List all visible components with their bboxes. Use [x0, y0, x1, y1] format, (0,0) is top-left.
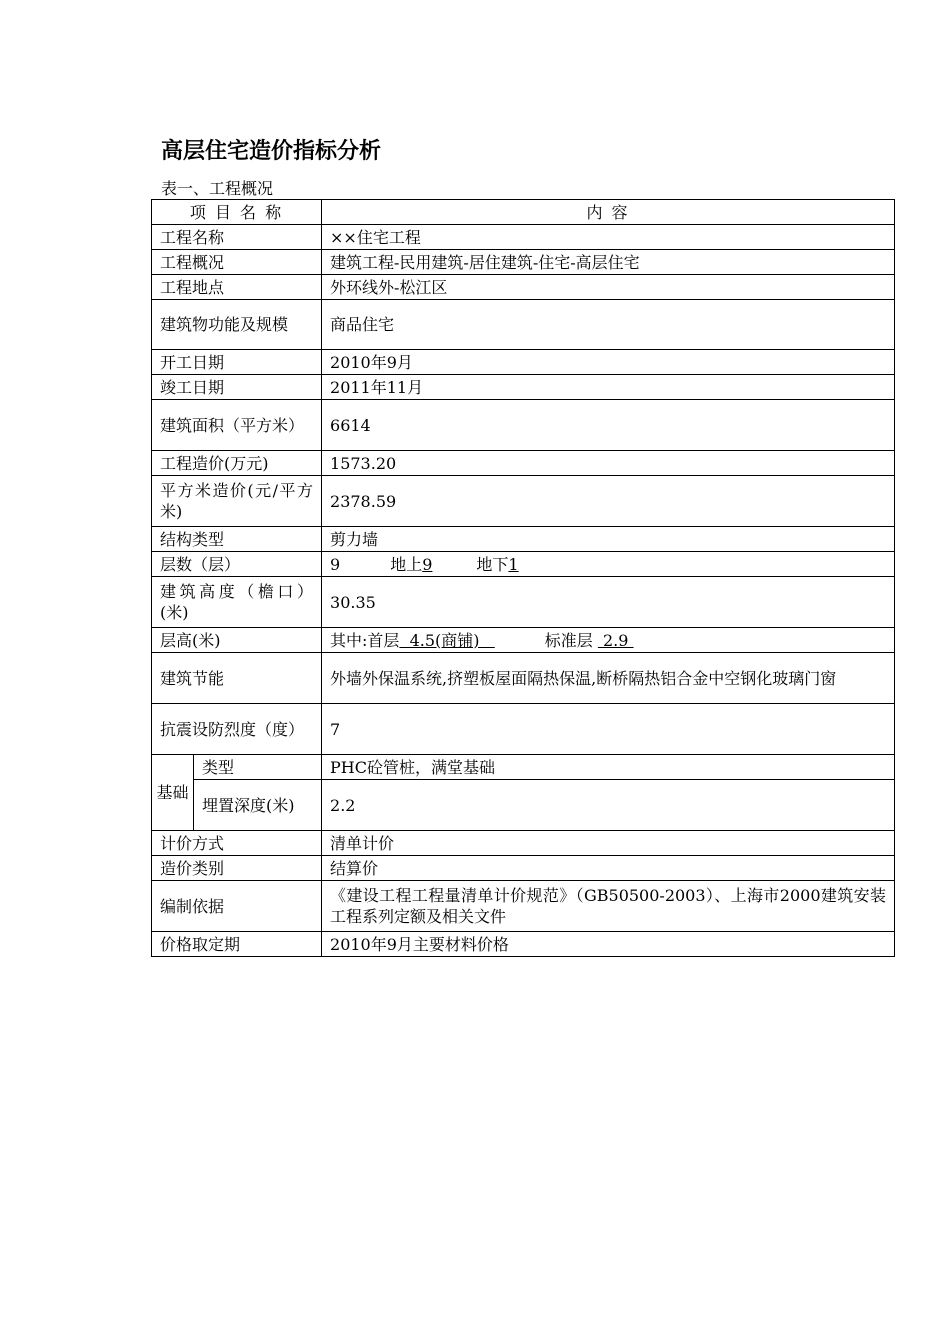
row-value: 2378.59	[322, 476, 895, 527]
row-label: 工程概况	[152, 250, 322, 275]
page-title: 高层住宅造价指标分析	[161, 139, 382, 164]
foundation-type-label: 类型	[194, 755, 322, 780]
table-row	[152, 451, 895, 476]
foundation-label: 基础	[152, 755, 194, 831]
row-value: 2010年9月	[322, 350, 895, 375]
table-row	[152, 250, 895, 275]
row-value: 外墙外保温系统,挤塑板屋面隔热保温,断桥隔热铝合金中空钢化玻璃门窗	[322, 653, 895, 704]
table-row	[152, 932, 895, 957]
story-height-row	[152, 628, 895, 653]
floors-row	[152, 552, 895, 577]
floors-below-label: 地下	[476, 554, 509, 574]
foundation-type-value: PHC砼管桩，满堂基础	[322, 755, 895, 780]
foundation-type-row	[152, 755, 895, 780]
table-row	[152, 350, 895, 375]
row-value: 清单计价	[322, 831, 895, 856]
row-label: 建筑面积（平方米）	[152, 400, 322, 451]
table-row	[152, 300, 895, 350]
table-header-row	[152, 200, 895, 225]
row-label: 建筑高度（檐口）(米)	[152, 577, 322, 628]
table-row	[152, 275, 895, 300]
table-row	[152, 400, 895, 451]
row-label: 开工日期	[152, 350, 322, 375]
row-label: 竣工日期	[152, 375, 322, 400]
row-value: 《建设工程工程量清单计价规范》（GB50500-2003）、上海市2000建筑安装工程系列定额及相关文件	[322, 881, 895, 932]
table-row	[152, 375, 895, 400]
row-value: 建筑工程-民用建筑-居住建筑-住宅-高层住宅	[322, 250, 895, 275]
table-row	[152, 856, 895, 881]
row-label: 建筑节能	[152, 653, 322, 704]
row-value: 2011年11月	[322, 375, 895, 400]
floors-total: 9	[330, 554, 341, 574]
row-value: 7	[322, 704, 895, 755]
table-row	[152, 653, 895, 704]
story-height-first: 4.5(商铺)	[399, 630, 495, 650]
header-content: 内 容	[322, 200, 895, 225]
row-label: 层数（层）	[152, 552, 322, 577]
row-label: 层高(米)	[152, 628, 322, 653]
story-height-std-label: 标准层	[544, 630, 593, 650]
row-label: 抗震设防烈度（度）	[152, 704, 322, 755]
table-caption: 表一、工程概况	[161, 179, 274, 198]
table-row	[152, 527, 895, 552]
table-row	[152, 881, 895, 932]
floors-below: 1	[508, 554, 519, 574]
foundation-depth-value: 2.2	[322, 780, 895, 831]
table-row	[152, 831, 895, 856]
table-row	[152, 577, 895, 628]
foundation-depth-row	[152, 780, 895, 831]
story-height-value	[322, 628, 895, 653]
row-value: 外环线外-松江区	[322, 275, 895, 300]
row-value: 6614	[322, 400, 895, 451]
row-label: 结构类型	[152, 527, 322, 552]
row-label: 编制依据	[152, 881, 322, 932]
floors-above: 9	[422, 554, 433, 574]
table-row	[152, 704, 895, 755]
floors-above-label: 地上	[390, 554, 423, 574]
row-label: 工程造价(万元)	[152, 451, 322, 476]
row-label: 工程名称	[152, 225, 322, 250]
row-value: 结算价	[322, 856, 895, 881]
row-value: ××住宅工程	[322, 225, 895, 250]
row-label: 价格取定期	[152, 932, 322, 957]
row-value: 2010年9月主要材料价格	[322, 932, 895, 957]
table-row	[152, 476, 895, 527]
row-value: 1573.20	[322, 451, 895, 476]
header-item-name: 项 目 名 称	[152, 200, 322, 225]
row-label: 建筑物功能及规模	[152, 300, 322, 350]
row-label: 造价类别	[152, 856, 322, 881]
row-value: 商品住宅	[322, 300, 895, 350]
row-label: 平方米造价(元/平方米)	[152, 476, 322, 527]
foundation-depth-label: 埋置深度(米)	[194, 780, 322, 831]
story-height-std: 2.9	[597, 630, 634, 650]
row-value: 30.35	[322, 577, 895, 628]
row-value: 剪力墙	[322, 527, 895, 552]
row-label: 计价方式	[152, 831, 322, 856]
story-height-prefix: 其中:首层	[330, 630, 400, 650]
table-row	[152, 225, 895, 250]
project-overview-table	[151, 199, 895, 957]
row-label: 工程地点	[152, 275, 322, 300]
floors-value	[322, 552, 895, 577]
